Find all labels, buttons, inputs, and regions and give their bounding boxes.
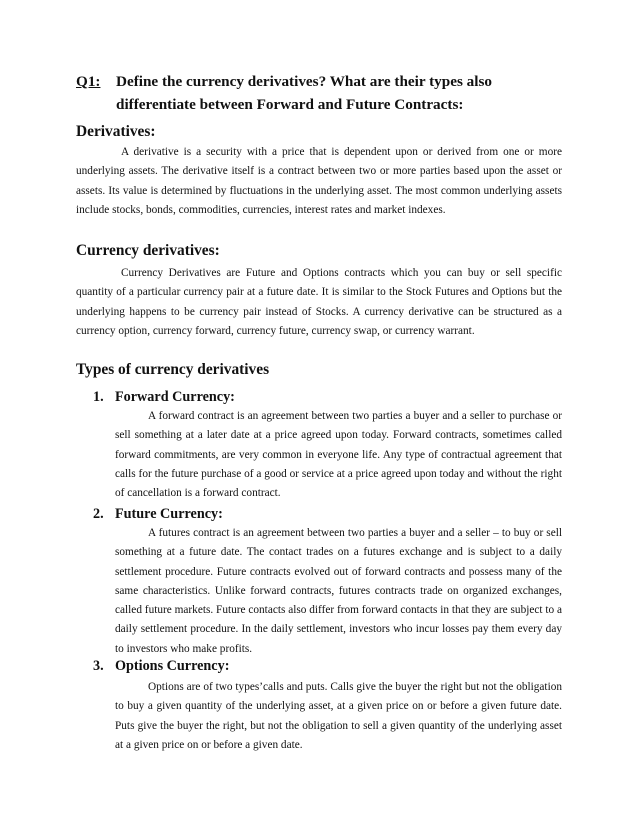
type-number: 3. [93,658,104,674]
type-heading-options [93,656,229,676]
type-paragraph-forward: A forward contract is an agreement between two parties a buyer and a seller to purchase or sell something at a later date at a price agreed upon today. Forward contracts, sometimes called forward commitments, are very common in everyone life. Any type of contractual agreement that calls for the future purchase of a good or service at a price agreed upon today and without the right of cancellation is a forward contract. [115,410,562,500]
type-paragraph-options: Options are of two types’calls and puts. Calls give the buyer the right but not the obligation to buy a given quantity of the underlying asset, at a given price on or before a given future date. Puts give the buyer the right, but not the obligation to sell a given quantity of the underlying asset at a given price on or before a given date. [115,681,562,751]
type-heading-future [93,504,223,524]
type-title: Options Currency: [115,658,230,674]
type-title: Future Currency: [115,506,223,522]
question-text: Define the currency derivatives? What are their types also differentiate between Forward and Future Contracts: [116,73,492,113]
type-number: 1. [93,389,104,405]
derivatives-paragraph: A derivative is a security with a price that is dependent upon or derived from one or more underlying assets. The derivative itself is a contract between two or more parties based upon the asset or assets. Its value is determined by fluctuations in the underlying asset. The most common underlying assets include stocks, bonds, commodities, currencies, interest rates and market indexes. [76,146,562,216]
type-title: Forward Currency: [115,389,235,405]
type-paragraph-future: A futures contract is an agreement between two parties a buyer and a seller – to buy or sell something at a future date. The contact trades on a futures exchange and is subject to a daily settlement procedure. Future contracts evolved out of forward contracts and possess many of the same characteristics. Unlike forward contracts, futures contracts trade on organized exchanges, called future markets. Future contacts also differ from forward contacts in that they are subject to a daily settlement procedure. In the daily settlement, investors who incur losses pay them every day to investors who make profits. [115,527,562,655]
derivatives-heading: Derivatives: [76,123,156,140]
type-heading-forward [93,387,235,407]
types-heading: Types of currency derivatives [76,361,270,378]
currency-derivatives-paragraph: Currency Derivatives are Future and Options contracts which you can buy or sell specific quantity of a particular currency pair at a future date. It is similar to the Stock Futures and Options but the underlying happens to be currency pair instead of Stocks. A currency derivative can be structured as a currency option, currency forward, currency future, currency swap, or currency warrant. [76,267,562,337]
type-number: 2. [93,506,104,522]
question-block [76,70,566,116]
currency-derivatives-heading: Currency derivatives: [76,242,220,259]
question-label: Q1: [76,73,101,90]
